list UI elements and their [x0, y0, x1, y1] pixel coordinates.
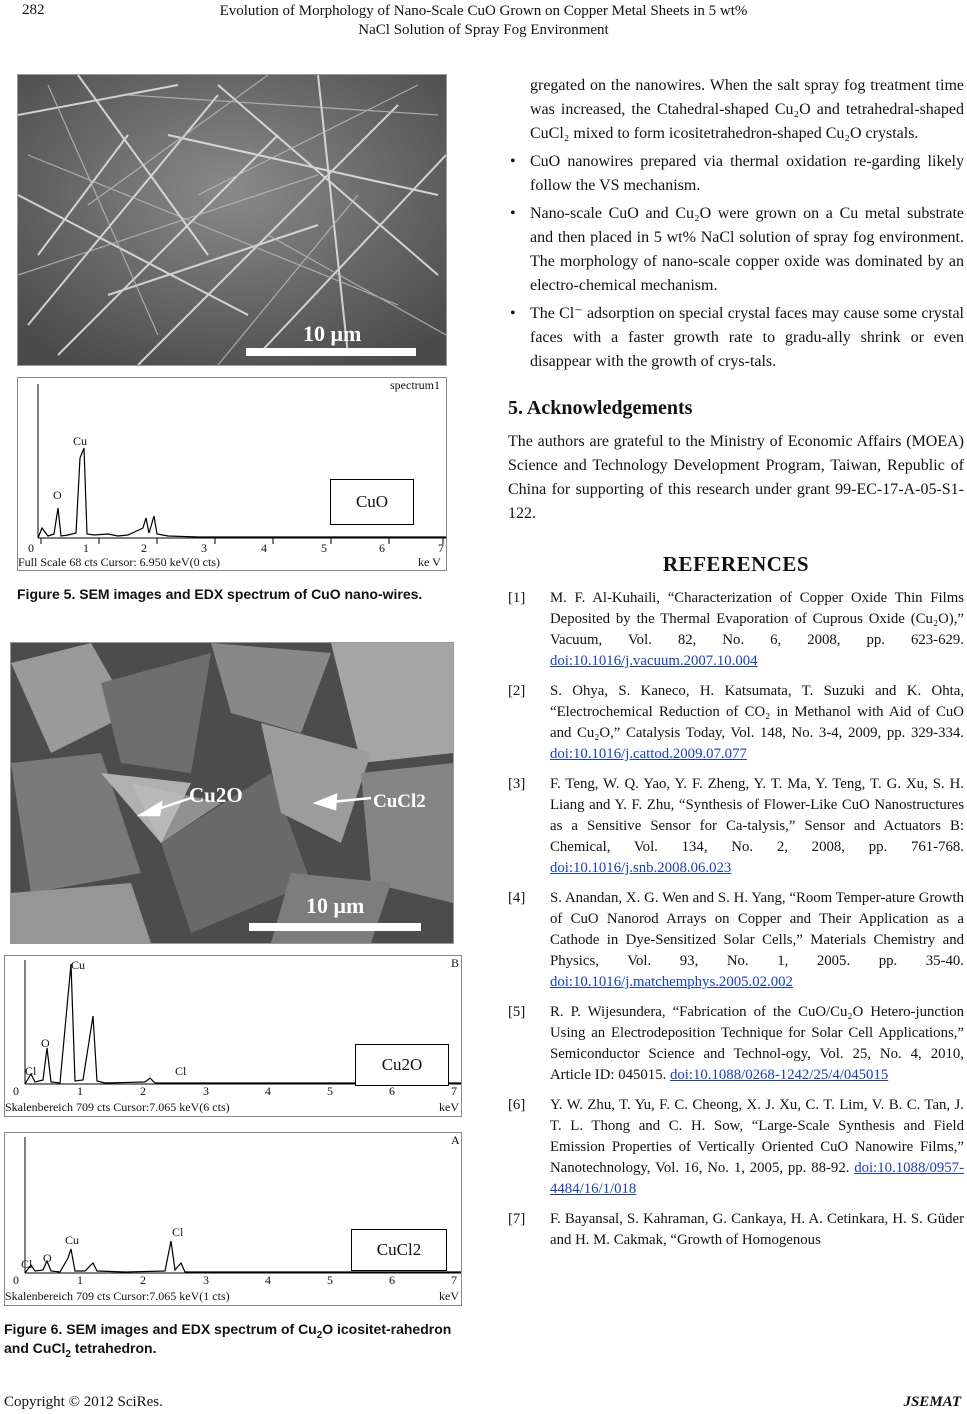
- fig6-a-o: O: [43, 1251, 52, 1265]
- reference-doi-link[interactable]: doi:10.1088/0957-4484/16/1/018: [550, 1160, 964, 1197]
- fig6-a-tick-2: 2: [140, 1273, 146, 1287]
- fig6-caption-mid: O icositet-rahedron and CuCl: [4, 1321, 452, 1356]
- fig6-caption: Figure 6. SEM images and EDX spectrum of $Cu_2O$ icositet-rahedron and CuCl$_2$ tetrahedron.: [4, 1321, 452, 1360]
- reference-number: [6]: [508, 1097, 526, 1113]
- right-column: [508, 74, 964, 1260]
- reference-number: [5]: [508, 1004, 526, 1020]
- running-title-line1: Evolution of Morphology of Nano-Scale CuO Grown on Copper Metal Sheets in 5 wt%: [219, 3, 748, 19]
- reference-doi-link[interactable]: doi:10.1016/j.vacuum.2007.10.004: [550, 653, 758, 669]
- fig6-caption-pre: Figure 6. SEM images and EDX spectrum of Cu: [4, 1321, 317, 1337]
- fig6-b-compound-box: Cu2O: [355, 1044, 449, 1086]
- bullet-2: • Nano-scale CuO and Cu₂O were grown on a Cu metal substrate and then placed in 5 wt% NaCl solution of spray fog environment. The morphology of nano-scale copper oxide was dominated by an electro-chemical mechanism.: [508, 202, 964, 298]
- fig6-a-cl1: Cl: [21, 1257, 33, 1271]
- fig6-b-tick-4: 4: [265, 1084, 271, 1098]
- reference-number: [4]: [508, 890, 526, 906]
- ack-paragraph: The authors are grateful to the Ministry of Economic Affairs (MOEA) Science and Technology Development Program, Taiwan, Republic of China for supporting of this research under grant 99-EC-17-A-05-S1-122.: [508, 433, 964, 522]
- page-number: 282: [22, 2, 45, 18]
- ack-heading: 5. Acknowledgements: [508, 397, 693, 419]
- fig6-b-tick-5: 5: [327, 1084, 333, 1098]
- fig5-footer-right: ke V: [418, 555, 441, 569]
- fig6-a-tick-1: 1: [77, 1273, 83, 1287]
- fig6-b-tick-0: 0: [13, 1084, 19, 1098]
- continued-paragraph: gregated on the nanowires. When the salt spray fog treatment time was increased, the Ctahedral-shaped Cu₂O and tetrahedral-shaped CuCl₂ mixed to form icositetrahedron-shaped Cu₂O crystals.: [530, 77, 964, 142]
- fig6-b-footer: Skalenbereich 709 cts Cursor:7.065 keV(6 cts): [5, 1100, 230, 1114]
- reference-doi-link[interactable]: doi:10.1016/j.cattod.2009.07.077: [550, 746, 747, 762]
- fig6-a-tick-0: 0: [13, 1273, 19, 1287]
- fig5-spectrum-label: spectrum1: [390, 378, 440, 392]
- reference-doi-link[interactable]: doi:10.1088/0268-1242/25/4/045015: [670, 1067, 889, 1083]
- fig6-arrow-label-cu2o: Cu2O: [189, 783, 243, 807]
- fig6-b-tick-3: 3: [203, 1084, 209, 1098]
- reference-7: [508, 1209, 964, 1251]
- fig6-b-cl1: Cl: [25, 1064, 37, 1078]
- fig6-caption-post: tetrahedron.: [70, 1340, 157, 1356]
- fig5-tick-7: 7: [438, 541, 444, 555]
- reference-3: [508, 774, 964, 879]
- fig6-b-cl2: Cl: [175, 1064, 187, 1078]
- running-title-line2: NaCl Solution of Spray Fog Environment: [358, 22, 609, 38]
- reference-number: [1]: [508, 590, 526, 606]
- reference-1: [508, 588, 964, 672]
- bullet-1: • CuO nanowires prepared via thermal oxidation re-garding likely follow the VS mechanism.: [508, 150, 964, 198]
- fig6-b-tick-1: 1: [77, 1084, 83, 1098]
- fig5-peak-cu: Cu: [73, 434, 88, 448]
- running-title: [120, 2, 847, 40]
- fig5-footer-left: Full Scale 68 cts Cursor: 6.950 keV(0 cts): [18, 555, 220, 569]
- fig6-a-cu: Cu: [65, 1233, 80, 1247]
- references-heading: REFERENCES: [662, 552, 810, 576]
- fig6-a-tick-6: 6: [389, 1273, 395, 1287]
- reference-text: S. Ohya, S. Kaneco, H. Katsumata, T. Suzuki and K. Ohta, “Electrochemical Reduction of CO₂ in Methanol with Aid of CuO and Cu₂O,” Catalysis Today, Vol. 148, No. 3-4, 2009, pp. 329-334.: [550, 683, 964, 741]
- nanowire-texture: [18, 75, 446, 365]
- reference-number: [2]: [508, 683, 526, 699]
- fig6-a-corner: A: [451, 1133, 460, 1147]
- fig6-b-corner: B: [451, 956, 460, 970]
- fig5-scale-bar: [246, 348, 416, 356]
- reference-number: [3]: [508, 776, 526, 792]
- fig6-arrow-label-cucl2: CuCl2: [373, 791, 426, 812]
- fig6-scale-label: 10 μm: [306, 893, 365, 918]
- fig6-a-unit: keV: [439, 1289, 459, 1303]
- fig6-b-tick-6: 6: [389, 1084, 395, 1098]
- fig6-b-unit: keV: [439, 1100, 459, 1114]
- reference-2: [508, 681, 964, 765]
- fig5-tick-1: 1: [83, 541, 89, 555]
- reference-text: F. Bayansal, S. Kahraman, G. Cankaya, H. A. Cetinkara, H. S. Güder and H. M. Cakmak, “Growth of Homogenous: [550, 1211, 964, 1248]
- fig5-peak-o: O: [53, 488, 62, 502]
- reference-5: [508, 1002, 964, 1086]
- fig6-a-tick-3: 3: [203, 1273, 209, 1287]
- fig6-b-tick-7: 7: [451, 1084, 457, 1098]
- fig5-tick-0: 0: [28, 541, 34, 555]
- fig5-scale-label: 10 μm: [303, 321, 362, 346]
- reference-text: F. Teng, W. Q. Yao, Y. F. Zheng, Y. T. Ma, Y. Teng, T. G. Xu, S. H. Liang and Y. F. Zhu, “Synthesis of Flower-Like CuO Nanostructures as a Sensitive Sensor for Ca-talysis,” Sensor and Actuators B: Chemical, Vol. 134, No. 2, 2008, pp. 761-768.: [550, 776, 964, 855]
- copyright: Copyright © 2012 SciRes.: [4, 1394, 163, 1410]
- fig5-caption: Figure 5. SEM images and EDX spectrum of CuO nano-wires.: [17, 586, 423, 602]
- fig5-tick-2: 2: [141, 541, 147, 555]
- fig5-edx-spectrum: [17, 377, 447, 571]
- fig6-edx-spectrum-a: [4, 1132, 462, 1306]
- reference-number: [7]: [508, 1211, 526, 1227]
- reference-doi-link[interactable]: doi:10.1016/j.matchemphys.2005.02.002: [550, 974, 793, 990]
- fig6-edx-spectrum-b: [4, 955, 462, 1117]
- fig6-a-cl2: Cl: [172, 1225, 184, 1239]
- fig5-tick-6: 6: [379, 541, 385, 555]
- fig6-b-o: O: [41, 1036, 50, 1050]
- fig6-a-tick-7: 7: [451, 1273, 457, 1287]
- fig5-tick-5: 5: [321, 541, 327, 555]
- fig5-sem-image: [17, 74, 447, 366]
- reference-text: Y. W. Zhu, T. Yu, F. C. Cheong, X. J. Xu, C. T. Lim, V. B. C. Tan, J. T. L. Thong and C. H. Sow, “Large-Scale Synthesis and Field Emission Properties of Vertically Oriented CuO Nanowire Films,” Nanotechnology, Vol. 16, No. 1, 2005, pp. 88-92.: [550, 1097, 964, 1176]
- fig5-compound-box: CuO: [330, 479, 414, 525]
- bullet-3: • The Cl⁻ adsorption on special crystal faces may cause some crystal faces with a faster growth rate to gradu-ally shrink or even disappear with the growth of crys-tals.: [508, 302, 964, 374]
- fig5-tick-4: 4: [261, 541, 267, 555]
- reference-doi-link[interactable]: doi:10.1016/j.snb.2008.06.023: [550, 860, 732, 876]
- reference-6: [508, 1095, 964, 1200]
- fig6-scale-bar: [249, 923, 421, 931]
- fig6-a-tick-5: 5: [327, 1273, 333, 1287]
- reference-text: R. P. Wijesundera, “Fabrication of the CuO/Cu₂O Hetero-junction Using an Electrodeposition Technique for Solar Cell Applications,” Semiconductor Science and Technol-ogy, Vol. 25, No. 4, 2010, Article ID: 045015.: [550, 1004, 964, 1083]
- reference-text: M. F. Al-Kuhaili, “Characterization of Copper Oxide Thin Films Deposited by the Thermal Evaporation of Cuprous Oxide (Cu₂O),” Vacuum, Vol. 82, No. 6, 2008, pp. 623-629.: [550, 590, 964, 648]
- fig6-sem-image: [10, 642, 454, 944]
- fig5-tick-3: 3: [201, 541, 207, 555]
- fig6-a-tick-4: 4: [265, 1273, 271, 1287]
- reference-4: [508, 888, 964, 993]
- fig6-b-tick-2: 2: [140, 1084, 146, 1098]
- journal-abbrev: JSEMAT: [903, 1394, 961, 1410]
- reference-text: S. Anandan, X. G. Wen and S. H. Yang, “Room Temper-ature Growth of CuO Nanorod Arrays on Copper and Their Application as a Cathode in Dye-Sensitized Solar Cells,” Materials Chemistry and Physics, Vol. 93, No. 1, 2005. pp. 35-40.: [550, 890, 964, 969]
- fig6-b-cu: Cu: [71, 958, 86, 972]
- fig6-a-compound-box: CuCl2: [351, 1229, 447, 1271]
- fig6-a-footer: Skalenbereich 709 cts Cursor:7.065 keV(1 cts): [5, 1289, 230, 1303]
